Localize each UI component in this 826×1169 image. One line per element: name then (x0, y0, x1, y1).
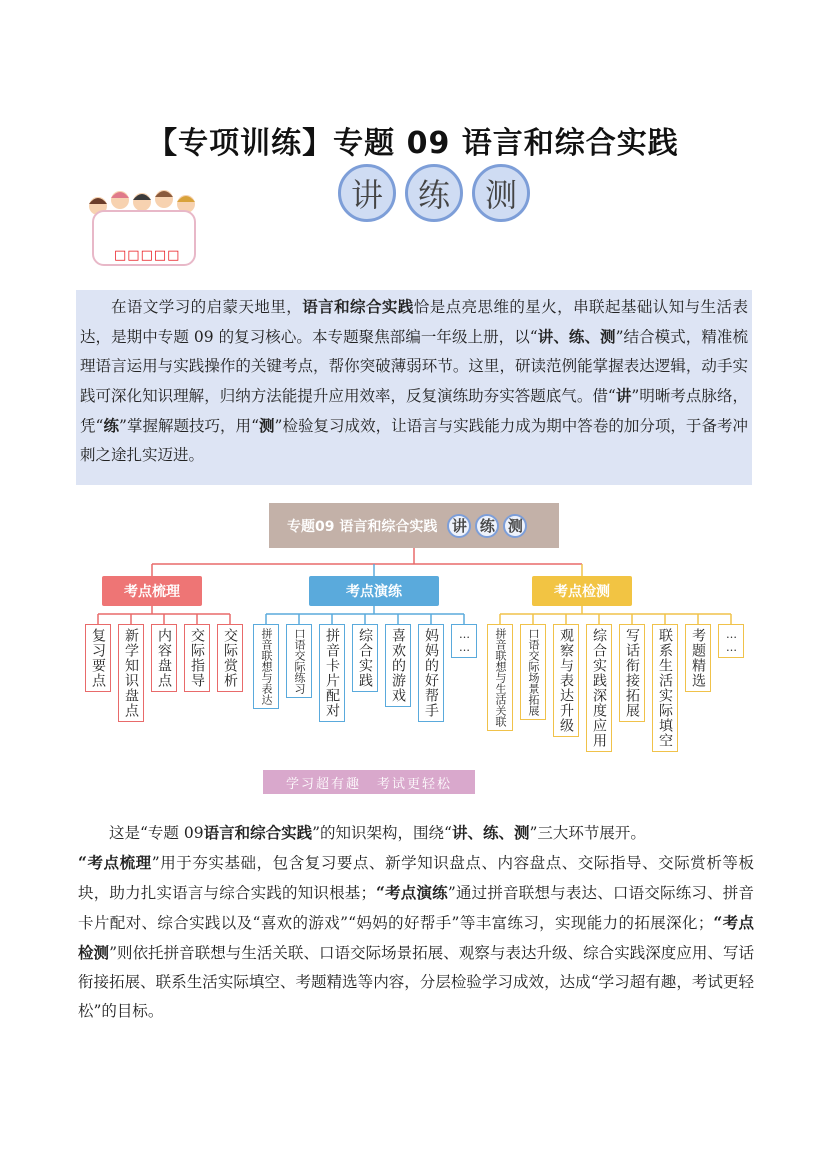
jiang-lian-ce-badges (338, 164, 539, 222)
slogan-1: 学习超有趣 (285, 776, 361, 792)
intro-text-1: 在语文学习的启蒙天地里， (111, 298, 303, 316)
leaf-test-6: 联系生活实际填空 (652, 624, 678, 752)
board-label: □□□□□ (114, 248, 181, 263)
knowledge-structure-diagram (86, 500, 746, 800)
root-badge-lian: 练 (475, 514, 499, 538)
leaf-practice-more: …… (451, 624, 477, 658)
outro-text-b6: ”则依托拼音联想与生活关联、口语交际场景拓展、观察与表达升级、综合实践深度应用、写话衔接拓展、联系生活实际填空、考题精选等内容，分层检验学习成效，达成“学习超有趣，考试更轻松”的目标。 (78, 944, 754, 1020)
leaf-test-3: 观察与表达升级 (553, 624, 579, 737)
category-review: 考点梳理 (102, 576, 202, 606)
leaf-practice-6: 妈妈的好帮手 (418, 624, 444, 722)
leaf-practice-5: 喜欢的游戏 (385, 624, 411, 707)
kids-mascot-illustration (78, 184, 206, 272)
leaf-practice-4: 综合实践 (352, 624, 378, 692)
root-badge-jiang: 讲 (447, 514, 471, 538)
outro-bold-a2: 语言和综合实践 (203, 823, 313, 842)
leaf-test-2: 口语交际场景拓展 (520, 624, 546, 720)
outro-text-a5: ”三大环节展开。 (529, 824, 646, 842)
intro-text-2: 恰是点亮思维的星火，串联起基础认知与生活表达，是期中专题 09 的复习核心。本专题聚焦部编一年级上册，以“ (80, 298, 748, 346)
outro-text-b4: ”通过拼音联想与表达、口语交际练习、拼音卡片配对、综合实践以及“喜欢的游戏”“妈妈的好帮手”等丰富练习，实现能力的拓展深化； (78, 884, 754, 932)
outro-bold-b3: “考点演练 (375, 883, 448, 902)
leaf-review-2: 新学知识盘点 (118, 624, 144, 722)
leaf-test-more: …… (718, 624, 744, 658)
intro-bold-5: 测 (259, 416, 275, 435)
slogan-banner (263, 770, 475, 794)
category-test: 考点检测 (532, 576, 632, 606)
badge-ce: 测 (472, 164, 530, 222)
intro-text-4: ”明晰考点脉络，凭“ (80, 387, 748, 435)
page-title: 【专项训练】专题 09 语言和综合实践 (147, 126, 679, 161)
diagram-root-label: 专题09 语言和综合实践 (287, 518, 438, 535)
leaf-practice-1: 拼音联想与表达 (253, 624, 279, 709)
outro-text-a3: ”的知识架构，围绕“ (312, 824, 452, 842)
leaf-practice-2: 口语交际练习 (286, 624, 312, 698)
outro-bold-a4: 讲、练、测 (451, 823, 530, 842)
outro-line-1 (78, 818, 754, 848)
intro-bold-1: 语言和综合实践 (302, 297, 414, 316)
leaf-review-4: 交际指导 (184, 624, 210, 692)
leaf-test-7: 考题精选 (685, 624, 711, 692)
leaf-test-5: 写话衔接拓展 (619, 624, 645, 722)
intro-bold-4: 练 (103, 416, 119, 435)
slogan-2: 考试更轻松 (377, 776, 453, 792)
leaf-review-3: 内容盘点 (151, 624, 177, 692)
intro-bold-3: 讲 (615, 386, 632, 405)
badge-lian: 练 (405, 164, 463, 222)
outro-body (78, 848, 754, 1026)
leaf-test-4: 综合实践深度应用 (586, 624, 612, 752)
root-badge-ce: 测 (503, 514, 527, 538)
leaf-test-1: 拼音联想与生活关联 (487, 624, 513, 731)
outro-text-b2: ”用于夯实基础，包含复习要点、新学知识盘点、内容盘点、交际指导、交际赏析等板块，助力扎实语言与综合实践的知识根基； (78, 854, 754, 902)
intro-text-5: ”掌握解题技巧，用“ (119, 417, 259, 435)
leaf-practice-3: 拼音卡片配对 (319, 624, 345, 722)
outro-text-a1: 这是“专题 09 (109, 824, 204, 842)
intro-bold-2: 讲、练、测 (537, 327, 616, 346)
intro-paragraph (76, 290, 752, 485)
outro-paragraph (78, 818, 754, 1026)
badge-jiang: 讲 (338, 164, 396, 222)
category-practice: 考点演练 (309, 576, 439, 606)
intro-text-6: ”检验复习成效，让语言与实践能力成为期中答卷的加分项，于备考冲刺之途扎实迈进。 (80, 417, 748, 464)
outro-bold-b5: “考点检测 (78, 913, 754, 962)
leaf-review-1: 复习要点 (85, 624, 111, 692)
diagram-root (269, 503, 559, 548)
leaf-review-5: 交际赏析 (217, 624, 243, 692)
intro-text-3: ”结合模式，精准梳理语言运用与实践操作的关键考点，帮你突破薄弱环节。这里，研读范例能掌握表达逻辑，动手实践可深化知识理解，归纳方法能提升应用效率，反复演练助夯实答题底气。借“ (80, 328, 748, 405)
outro-bold-b1: “考点梳理 (78, 853, 152, 872)
